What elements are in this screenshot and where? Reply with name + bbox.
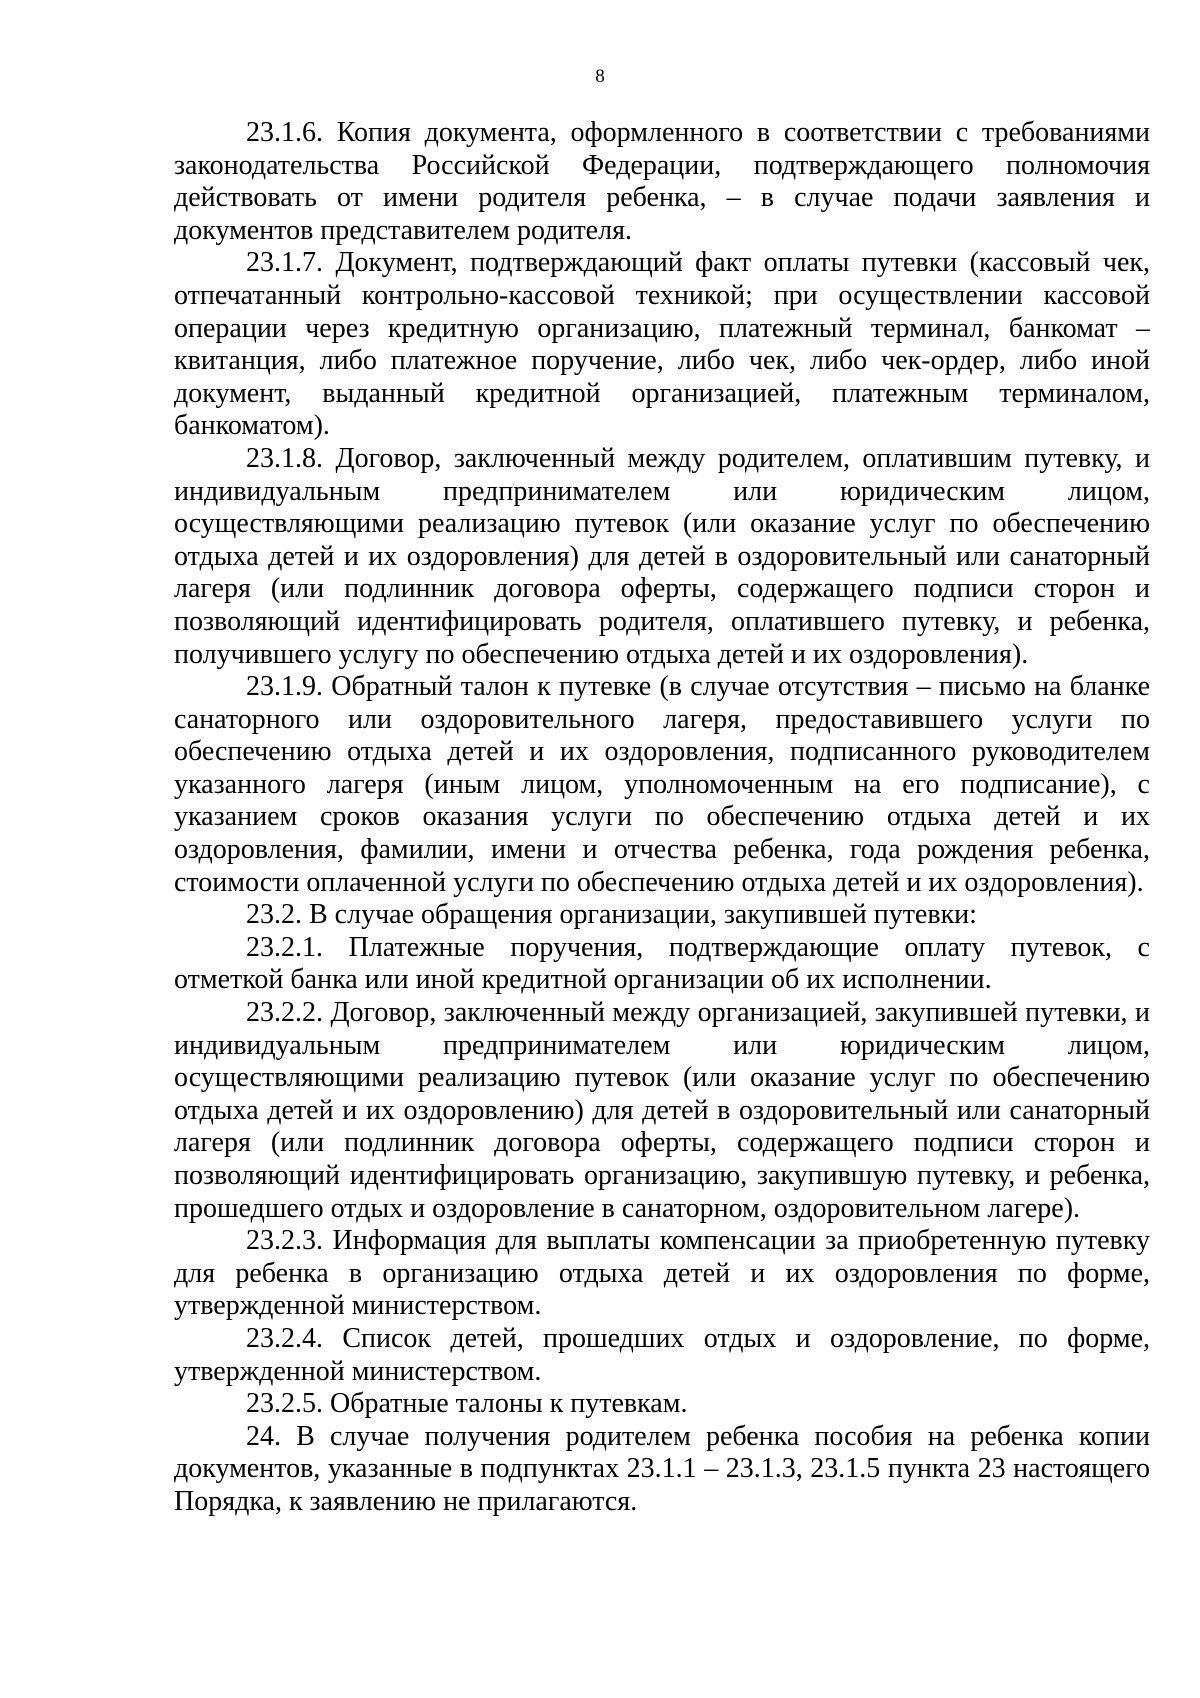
paragraph-23-2: 23.2. В случае обращения организации, закупившей путевки: (246, 899, 977, 931)
paragraph-23-2-5: 23.2.5. Обратные талоны к путевкам. (246, 1388, 688, 1420)
paragraph-23-1-6: 23.1.6. Копия документа, оформленного в соответствии с требованиями законодательства Российской Федерации, подтверждающего полномочия действовать от имени родителя ребенка, – в случае подачи заявления и документов представителем родителя. (174, 117, 1150, 246)
paragraph-23-2-4: 23.2.4. Список детей, прошедших отдых и оздоровление, по форме, утвержденной министерством. (174, 1322, 1150, 1387)
paragraph-23-2-3: 23.2.3. Информация для выплаты компенсации за приобретенную путевку для ребенка в организацию отдыха детей и их оздоровления по форме, утвержденной министерством. (174, 1225, 1150, 1322)
document-body (174, 117, 1150, 1519)
paragraph-23-1-9: 23.1.9. Обратный талон к путевке (в случае отсутствия – письмо на бланке санаторного или оздоровительного лагеря, предоставившего услуги по обеспечению отдыха детей и их оздоровления, подписанного руководителем указанного лагеря (иным лицом, уполномоченным на его подписание), с указанием сроков оказания услуги по обеспечению отдыха детей и их оздоровления, фамилии, имени и отчества ребенка, года рождения ребенка, стоимости оплаченной услуги по обеспечению отдыха детей и их оздоровления). (174, 671, 1150, 898)
paragraph-23-2-1: 23.2.1. Платежные поручения, подтверждающие оплату путевок, с отметкой банка или иной кредитной организации об их исполнении. (174, 931, 1150, 996)
paragraph-23-1-8: 23.1.8. Договор, заключенный между родителем, оплатившим путевку, и индивидуальным предпринимателем или юридическим лицом, осуществляющими реализацию путевок (или оказание услуг по обеспечению отдыха детей и их оздоровления) для детей в оздоровительный или санаторный лагеря (или подлинник договора оферты, содержащего подписи сторон и позволяющий идентифицировать родителя, оплатившего путевку, и ребенка, получившего услугу по обеспечению отдыха детей и их оздоровления). (174, 442, 1150, 670)
paragraph-24: 24. В случае получения родителем ребенка пособия на ребенка копии документов, указанные в подпунктах 23.1.1 – 23.1.3, 23.1.5 пункта 23 настоящего Порядка, к заявлению не прилагаются. (174, 1420, 1150, 1517)
page-number: 8 (595, 66, 605, 87)
paragraph-23-1-7: 23.1.7. Документ, подтверждающий факт оплаты путевки (кассовый чек, отпечатанный контрольно-кассовой техникой; при осуществлении кассовой операции через кредитную организацию, платежный терминал, банкомат – квитанция, либо платежное поручение, либо чек, либо чек-ордер, либо иной документ, выданный кредитной организацией, платежным терминалом, банкоматом). (174, 247, 1150, 442)
paragraph-23-2-2: 23.2.2. Договор, заключенный между организацией, закупившей путевки, и индивидуальным предпринимателем или юридическим лицом, осуществляющими реализацию путевок (или оказание услуг по обеспечению отдыха детей и их оздоровлению) для детей в оздоровительный или санаторный лагеря (или подлинник договора оферты, содержащего подписи сторон и позволяющий идентифицировать организацию, закупившую путевку, и ребенка, прошедшего отдых и оздоровление в санаторном, оздоровительном лагере). (174, 997, 1150, 1224)
